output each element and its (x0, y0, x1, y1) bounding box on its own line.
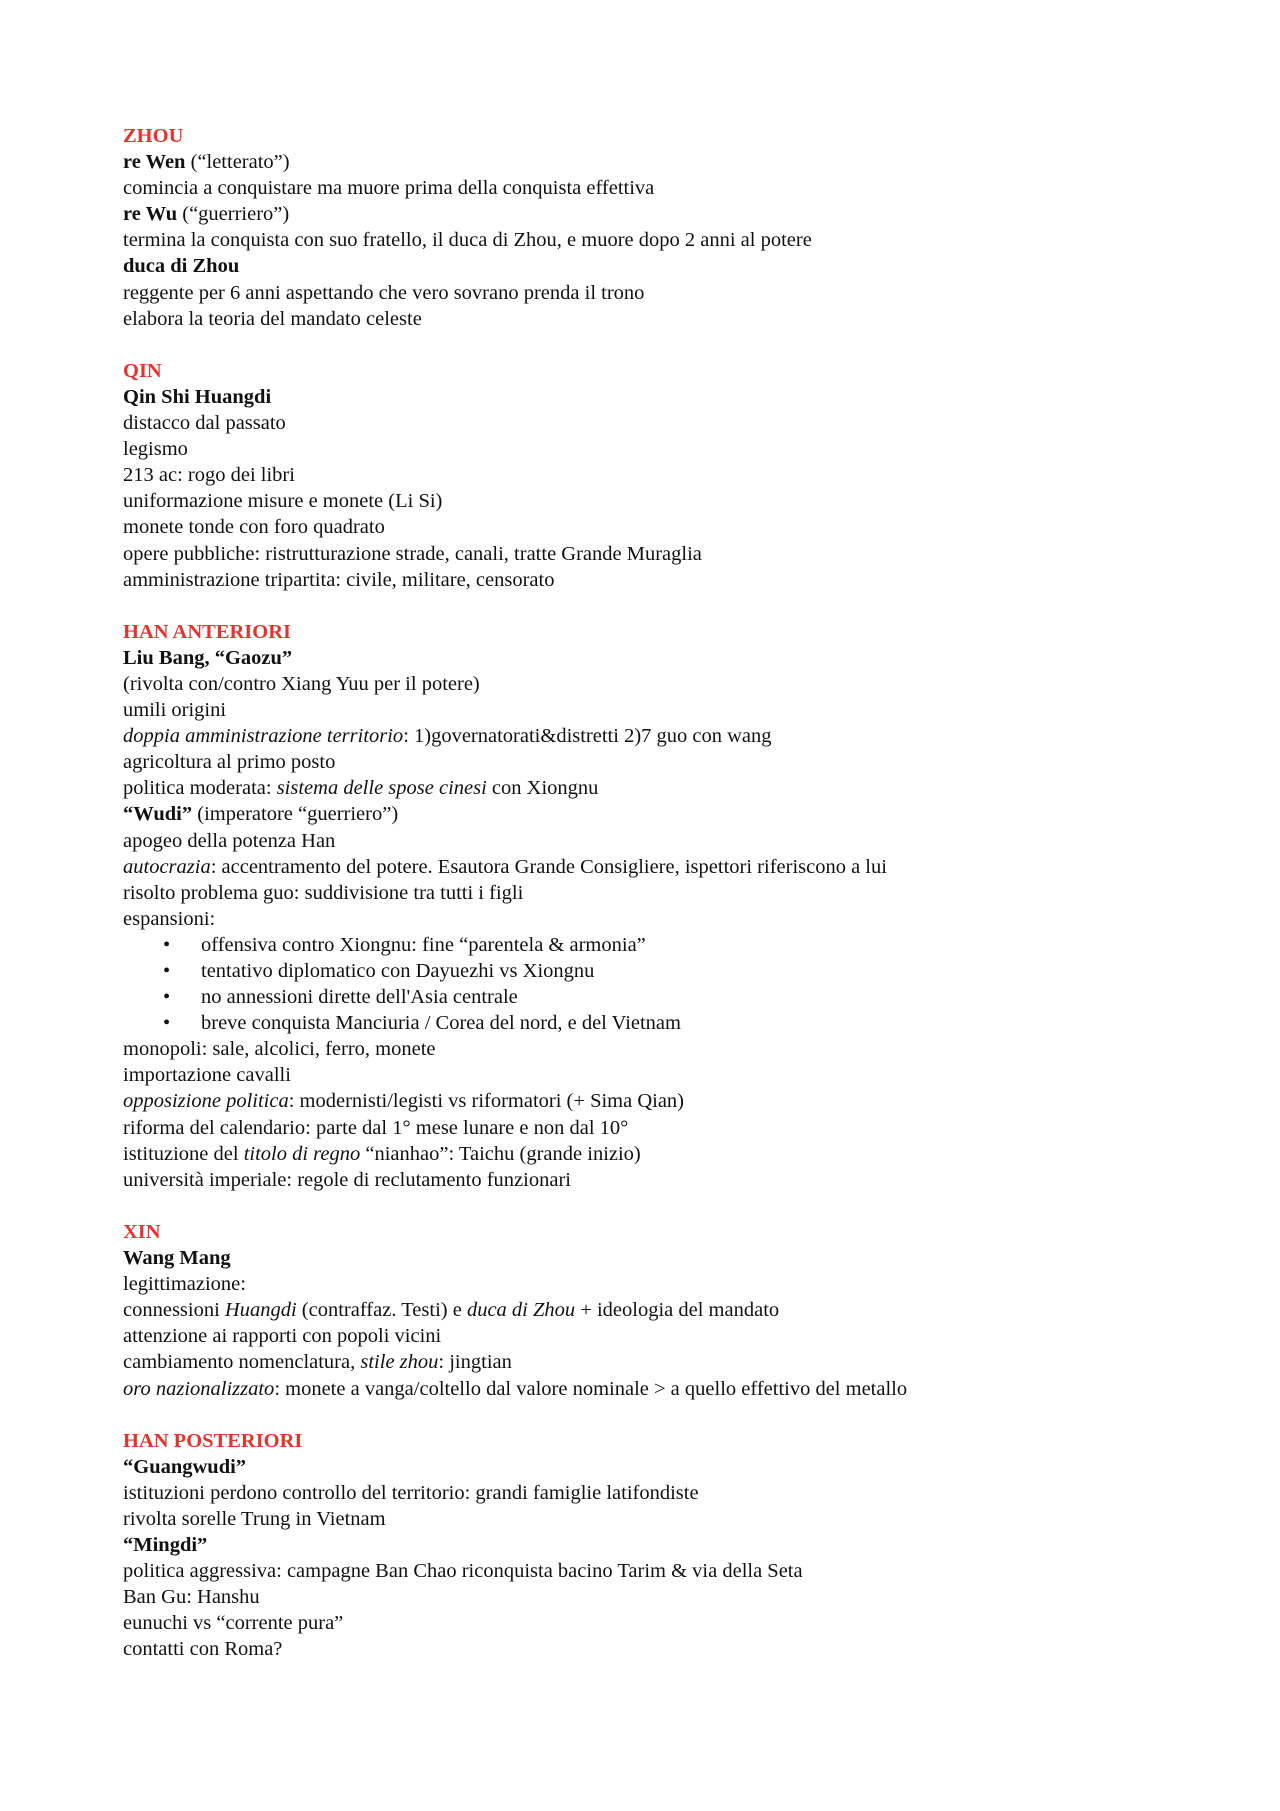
section-title-han-posteriori: HAN POSTERIORI (123, 1429, 303, 1452)
section-zhou (123, 123, 1223, 332)
note-line: politica aggressiva: campagne Ban Chao riconquista bacino Tarim & via della Seta (123, 1560, 803, 1583)
note-line: espansioni: (123, 907, 216, 930)
list-item: • no annessioni dirette dell'Asia centrale (123, 984, 1223, 1010)
note-line: opposizione politica: modernisti/legisti vs riformatori (+ Sima Qian) (123, 1090, 685, 1113)
ruler-wen: re Wen (123, 151, 186, 174)
note-line: comincia a conquistare ma muore prima della conquista effettiva (123, 177, 655, 200)
note-line: legismo (123, 438, 188, 461)
note-line: istituzioni perdono controllo del territorio: grandi famiglie latifondiste (123, 1481, 699, 1504)
document-page (123, 123, 1223, 1663)
note-line: uniformazione misure e monete (Li Si) (123, 490, 443, 513)
note-line: oro nazionalizzato: monete a vanga/coltello dal valore nominale > a quello effettivo del metallo (123, 1377, 908, 1400)
ruler-wu: re Wu (123, 203, 178, 226)
section-title-zhou: ZHOU (123, 125, 184, 147)
note-line: eunuchi vs “corrente pura” (123, 1612, 344, 1635)
ruler-wen-line: re Wen (“letterato”) (123, 151, 290, 174)
note-line: doppia amministrazione territorio: 1)governatorati&distretti 2)7 guo con wang (123, 725, 772, 748)
note-line: politica moderata: sistema delle spose cinesi con Xiongnu (123, 777, 599, 800)
note-line: Ban Gu: Hanshu (123, 1586, 260, 1609)
note-line: connessioni Huangdi (contraffaz. Testi) e duca di Zhou + ideologia del mandato (123, 1299, 780, 1322)
spacer (123, 332, 1223, 358)
note-line: monete tonde con foro quadrato (123, 516, 385, 539)
section-qin (123, 358, 1223, 593)
ruler-qin-shi-huangdi: Qin Shi Huangdi (123, 385, 272, 408)
note-line: autocrazia: accentramento del potere. Esautora Grande Consigliere, ispettori riferiscono a lui (123, 855, 887, 878)
note-line: contatti con Roma? (123, 1638, 283, 1661)
ruler-gaozu: Liu Bang, “Gaozu” (123, 646, 293, 669)
expansion-bullet-list (123, 932, 1223, 1036)
ruler-wudi: “Wudi” (123, 803, 193, 826)
ruler-duca-di-zhou: duca di Zhou (123, 255, 240, 278)
ruler-wu-line: re Wu (“guerriero”) (123, 203, 290, 226)
note-line: agricoltura al primo posto (123, 751, 336, 774)
note-line: cambiamento nomenclatura, stile zhou: jingtian (123, 1351, 512, 1374)
note-line: attenzione ai rapporti con popoli vicini (123, 1325, 442, 1348)
note-line: istituzione del titolo di regno “nianhao”: Taichu (grande inizio) (123, 1142, 641, 1165)
ruler-wudi-line: “Wudi” (imperatore “guerriero”) (123, 803, 399, 826)
note-line: termina la conquista con suo fratello, il duca di Zhou, e muore dopo 2 anni al potere (123, 229, 812, 252)
note-line: università imperiale: regole di reclutamento funzionari (123, 1168, 571, 1191)
section-xin (123, 1219, 1223, 1402)
ruler-wang-mang-line (123, 1245, 1223, 1271)
list-item: • breve conquista Manciuria / Corea del nord, e del Vietnam (123, 1010, 1223, 1036)
list-item: • tentativo diplomatico con Dayuezhi vs Xiongnu (123, 958, 1223, 984)
note-line: reggente per 6 anni aspettando che vero sovrano prenda il trono (123, 281, 645, 304)
note-line: distacco dal passato (123, 412, 286, 435)
ruler-gaozu-line (123, 645, 1223, 671)
section-han-anteriori (123, 619, 1223, 1193)
section-title-qin: QIN (123, 359, 162, 382)
ruler-mingdi: “Mingdi” (123, 1534, 208, 1557)
spacer (123, 1193, 1223, 1219)
note-line: 213 ac: rogo dei libri (123, 464, 295, 487)
note-line: monopoli: sale, alcolici, ferro, monete (123, 1038, 436, 1061)
section-title-han-anteriori: HAN ANTERIORI (123, 620, 292, 643)
note-line: rivolta sorelle Trung in Vietnam (123, 1507, 386, 1530)
note-line: amministrazione tripartita: civile, militare, censorato (123, 568, 555, 591)
note-line: legittimazione: (123, 1273, 246, 1296)
ruler-guangwudi-line (123, 1454, 1223, 1480)
note-line: elabora la teoria del mandato celeste (123, 307, 422, 330)
note-line: importazione cavalli (123, 1064, 291, 1087)
note-line: (rivolta con/contro Xiang Yuu per il potere) (123, 672, 480, 695)
note-line: apogeo della potenza Han (123, 829, 336, 852)
spacer (123, 593, 1223, 619)
section-title-xin: XIN (123, 1220, 161, 1243)
note-line: umili origini (123, 699, 227, 722)
spacer (123, 1402, 1223, 1428)
ruler-guangwudi: “Guangwudi” (123, 1455, 247, 1478)
section-han-posteriori (123, 1428, 1223, 1663)
list-item: • offensiva contro Xiongnu: fine “parentela & armonia” (123, 932, 1223, 958)
ruler-wang-mang: Wang Mang (123, 1247, 231, 1270)
note-line: riforma del calendario: parte dal 1° mese lunare e non dal 10° (123, 1116, 629, 1139)
ruler-qin-shi-huangdi-line (123, 384, 1223, 410)
ruler-duca-line (123, 253, 1223, 279)
note-line: risolto problema guo: suddivisione tra tutti i figli (123, 881, 524, 904)
note-line: opere pubbliche: ristrutturazione strade, canali, tratte Grande Muraglia (123, 542, 702, 565)
ruler-mingdi-line (123, 1532, 1223, 1558)
